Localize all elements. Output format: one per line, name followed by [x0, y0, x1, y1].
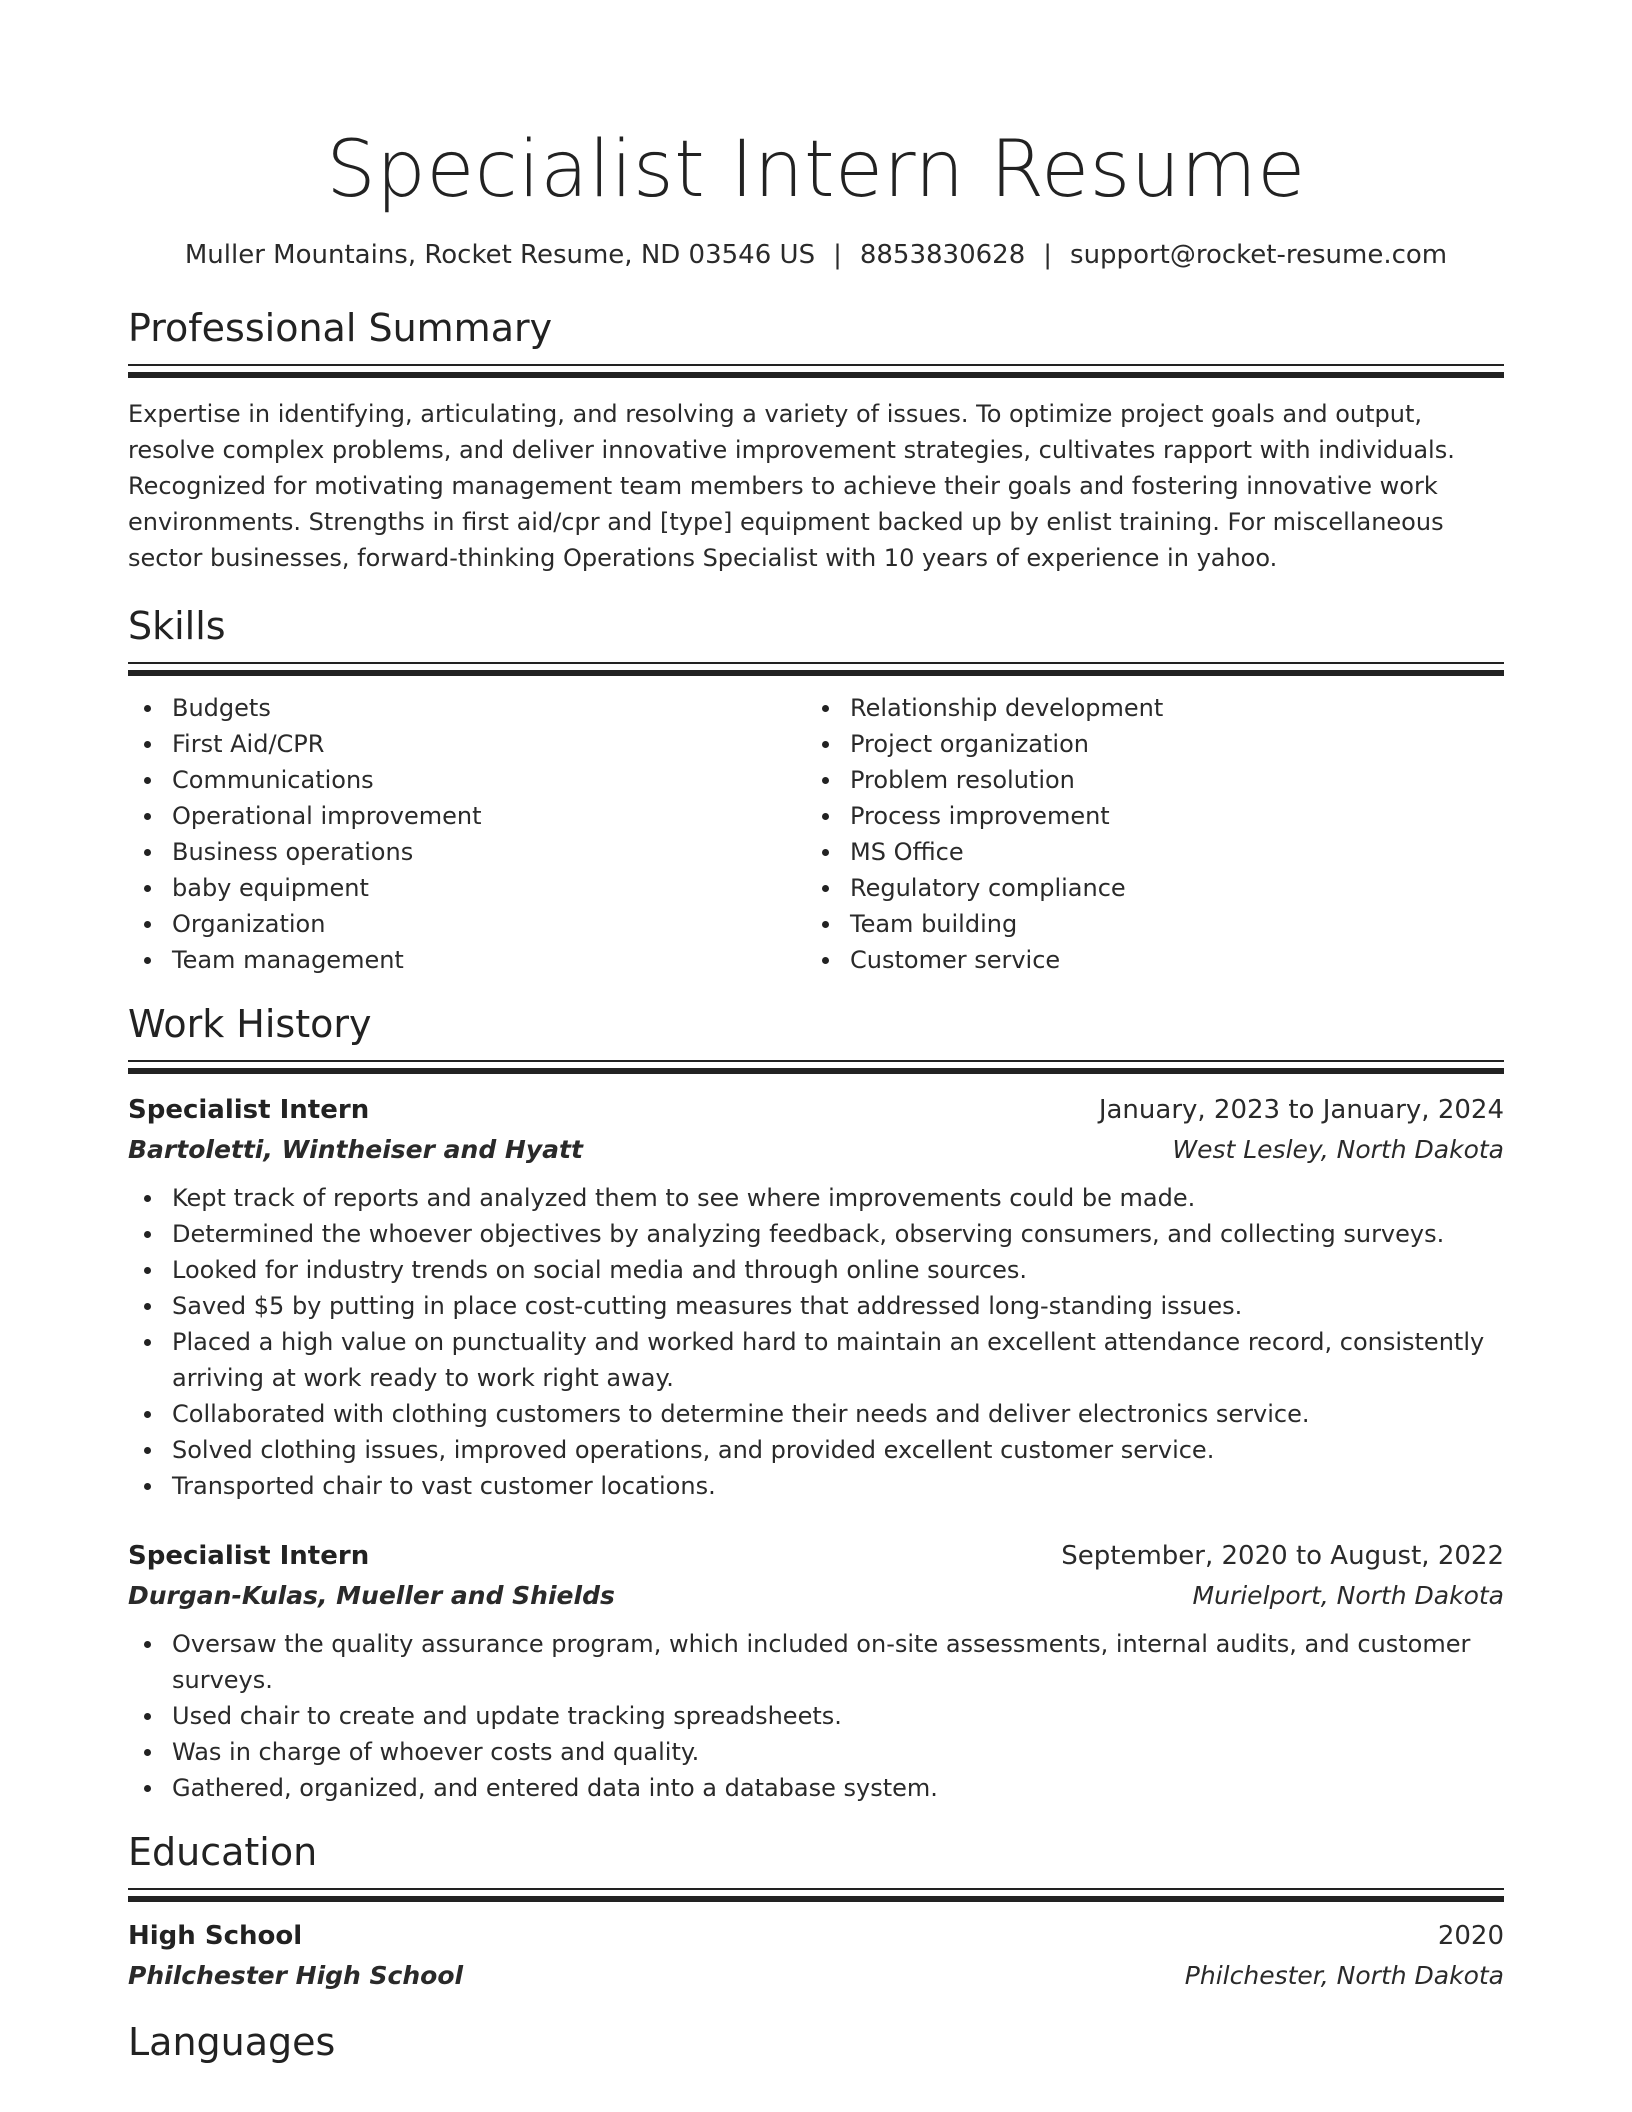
skill-item: Business operations — [172, 834, 806, 870]
contact-address: Muller Mountains, Rocket Resume, ND 03546 US — [184, 240, 816, 270]
summary-text: Expertise in identifying, articulating, and resolving a variety of issues. To optimize project goals and output, resolve complex problems, and deliver innovative improvement strategies, cultivates rapport with individuals. Recognized for motivating management team members to achieve their goals and fostering innovative work environments. Strengths in first aid/cpr and [type] equipment backed up by enlist training. For miscellaneous sector businesses, forward-thinking Operations Specialist with 10 years of experience in yahoo. — [128, 400, 1455, 572]
job-bullet: Placed a high value on punctuality and worked hard to maintain an excellent attendance record, consistently arriving at work ready to work right away. — [172, 1324, 1504, 1396]
contact-email: support@rocket-resume.com — [1070, 240, 1448, 270]
skill-item: Customer service — [850, 942, 1484, 978]
section-divider — [128, 372, 1504, 378]
job-bullet: Determined the whoever objectives by analyzing feedback, observing consumers, and collecting surveys. — [172, 1216, 1504, 1252]
skill-item: Communications — [172, 762, 806, 798]
skill-item: MS Office — [850, 834, 1484, 870]
job-bullet: Looked for industry trends on social media and through online sources. — [172, 1252, 1504, 1288]
skill-item: Relationship development — [850, 690, 1484, 726]
skills-column-right — [806, 690, 1484, 978]
skill-item: Problem resolution — [850, 762, 1484, 798]
education-entry — [128, 1916, 1504, 1996]
job-bullet: Transported chair to vast customer locations. — [172, 1468, 1504, 1504]
skill-item: Team building — [850, 906, 1484, 942]
job-entry — [128, 1536, 1504, 1806]
job-company: Bartoletti, Wintheiser and Hyatt — [128, 1135, 583, 1164]
section-heading-work-history: Work History — [128, 1002, 372, 1046]
job-header — [128, 1090, 1504, 1130]
summary-section — [128, 304, 1504, 576]
job-bullet: Used chair to create and update tracking spreadsheets. — [172, 1698, 1504, 1734]
education-school: Philchester High School — [128, 1961, 464, 1990]
resume-page — [128, 0, 1504, 2066]
job-entry — [128, 1090, 1504, 1504]
resume-title: Specialist Intern Resume — [326, 125, 1306, 215]
skill-item: Process improvement — [850, 798, 1484, 834]
education-degree: High School — [128, 1921, 303, 1951]
section-divider — [128, 662, 1504, 664]
education-location: Philchester, North Dakota — [1184, 1961, 1504, 1990]
skills-list — [128, 690, 1504, 978]
job-company: Durgan-Kulas, Mueller and Shields — [128, 1581, 615, 1610]
contact-phone: 8853830628 — [859, 240, 1026, 270]
section-heading-summary: Professional Summary — [128, 306, 553, 350]
job-bullets — [128, 1626, 1504, 1806]
job-bullet: Oversaw the quality assurance program, which included on-site assessments, internal audits, and customer surveys. — [172, 1626, 1504, 1698]
skills-section — [128, 602, 1504, 978]
skill-item: Budgets — [172, 690, 806, 726]
section-divider — [128, 1068, 1504, 1074]
job-bullet: Gathered, organized, and entered data into a database system. — [172, 1770, 1504, 1806]
section-divider — [128, 1896, 1504, 1902]
job-title: Specialist Intern — [128, 1095, 370, 1125]
skill-item: Organization — [172, 906, 806, 942]
job-bullet: Kept track of reports and analyzed them to see where improvements could be made. — [172, 1180, 1504, 1216]
skill-item: baby equipment — [172, 870, 806, 906]
section-divider — [128, 364, 1504, 366]
job-dates: January, 2023 to January, 2024 — [1098, 1095, 1504, 1125]
contact-separator: | — [833, 240, 842, 270]
education-subheader — [128, 1956, 1504, 1996]
job-bullet: Was in charge of whoever costs and quality. — [172, 1734, 1504, 1770]
job-subheader — [128, 1130, 1504, 1170]
skill-item: Regulatory compliance — [850, 870, 1484, 906]
education-section — [128, 1828, 1504, 1996]
skills-column-left — [128, 690, 806, 978]
skill-item: Operational improvement — [172, 798, 806, 834]
contact-separator: | — [1043, 240, 1053, 270]
section-divider — [128, 1888, 1504, 1890]
job-bullet: Collaborated with clothing customers to determine their needs and deliver electronics service. — [172, 1396, 1504, 1432]
job-header — [128, 1536, 1504, 1576]
job-location: Murielport, North Dakota — [1192, 1581, 1504, 1610]
section-divider — [128, 1060, 1504, 1062]
job-location: West Lesley, North Dakota — [1172, 1135, 1504, 1164]
skill-item: Project organization — [850, 726, 1484, 762]
languages-section — [128, 2018, 1504, 2066]
skill-item: Team management — [172, 942, 806, 978]
work-history-section — [128, 1000, 1504, 1806]
job-subheader — [128, 1576, 1504, 1616]
section-divider — [128, 670, 1504, 676]
contact-line — [128, 238, 1504, 272]
education-year: 2020 — [1437, 1921, 1504, 1951]
skill-item: First Aid/CPR — [172, 726, 806, 762]
section-heading-languages: Languages — [128, 2020, 336, 2064]
job-bullets — [128, 1180, 1504, 1504]
job-bullet: Solved clothing issues, improved operations, and provided excellent customer service. — [172, 1432, 1504, 1468]
section-heading-education: Education — [128, 1830, 318, 1874]
job-title: Specialist Intern — [128, 1541, 370, 1571]
section-heading-skills: Skills — [128, 604, 226, 648]
education-header — [128, 1916, 1504, 1956]
job-dates: September, 2020 to August, 2022 — [1061, 1541, 1504, 1571]
job-bullet: Saved $5 by putting in place cost-cutting measures that addressed long-standing issues. — [172, 1288, 1504, 1324]
